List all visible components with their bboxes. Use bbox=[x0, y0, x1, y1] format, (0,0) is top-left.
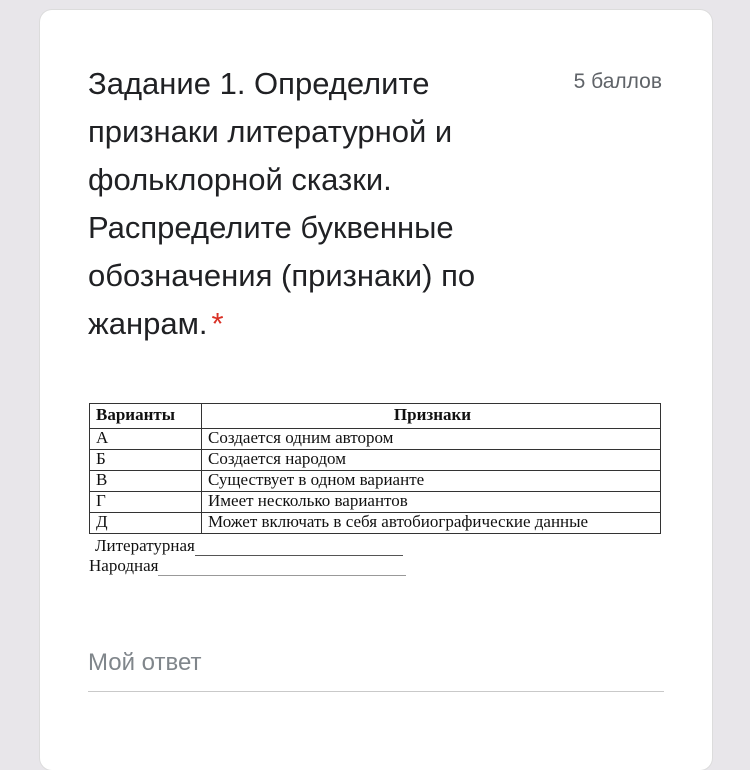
answer-field[interactable] bbox=[88, 645, 664, 692]
answer-line-folk bbox=[89, 556, 663, 576]
table-cell-feature: Создается одним автором bbox=[202, 429, 661, 450]
answer-lines bbox=[89, 536, 663, 576]
answer-line-rule bbox=[158, 559, 406, 576]
question-title-text: Задание 1. Определите признаки литературной и фольклорной сказки. Распределите буквенные обозначения (признаки) по жанрам. bbox=[88, 66, 476, 341]
table-row bbox=[90, 429, 661, 450]
table-row bbox=[90, 450, 661, 471]
table-cell-letter: Д bbox=[90, 513, 202, 534]
answer-input[interactable] bbox=[88, 649, 664, 677]
table-header-features: Признаки bbox=[202, 404, 661, 429]
question-image bbox=[89, 403, 663, 620]
table-cell-letter: Г bbox=[90, 492, 202, 513]
required-star: * bbox=[211, 306, 224, 341]
table-header-variants: Варианты bbox=[90, 404, 202, 429]
question-card bbox=[40, 10, 712, 770]
table-row bbox=[90, 513, 661, 534]
answer-line-label: Народная bbox=[89, 556, 159, 575]
table-row bbox=[90, 471, 661, 492]
table-cell-feature: Создается народом bbox=[202, 450, 661, 471]
answer-line-rule bbox=[195, 539, 403, 556]
table-row bbox=[90, 492, 661, 513]
points-label: 5 баллов bbox=[573, 70, 662, 93]
question-title bbox=[88, 60, 528, 348]
table-cell-feature: Существует в одном варианте bbox=[202, 471, 661, 492]
answer-line-literary bbox=[89, 536, 663, 556]
table-cell-letter: А bbox=[90, 429, 202, 450]
variants-table bbox=[89, 403, 661, 534]
table-cell-feature: Имеет несколько вариантов bbox=[202, 492, 661, 513]
answer-line-label: Литературная bbox=[95, 536, 195, 555]
table-cell-letter: В bbox=[90, 471, 202, 492]
table-cell-letter: Б bbox=[90, 450, 202, 471]
table-cell-feature: Может включать в себя автобиографические данные bbox=[202, 513, 661, 534]
